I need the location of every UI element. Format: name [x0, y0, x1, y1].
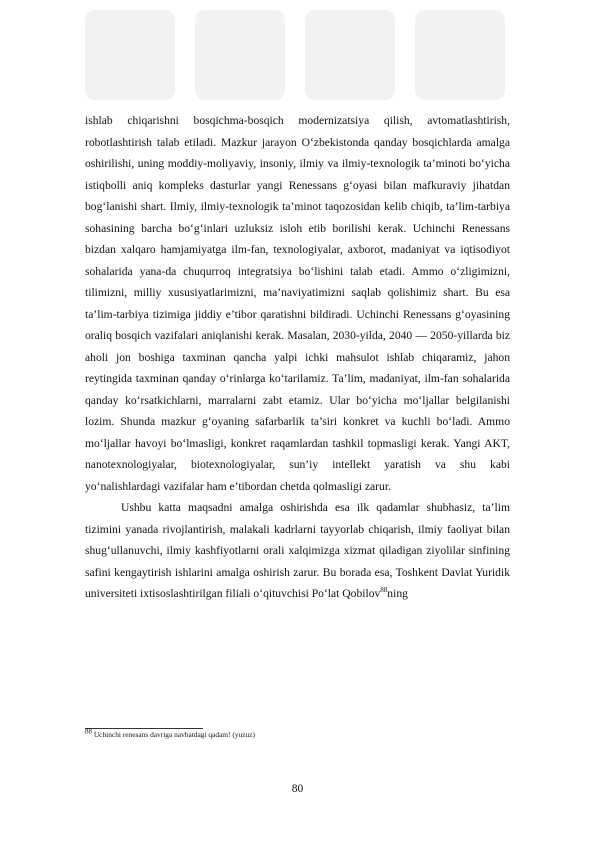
paragraph-2: [85, 497, 510, 605]
footnote-ref[interactable]: 88: [380, 586, 388, 595]
paragraph-2-tail: ning: [387, 587, 408, 600]
page-number: 80: [291, 783, 304, 795]
footnote-text: Uchinchi renesans davriga navbatdagi qadam! (yuzuz): [92, 730, 255, 739]
footnote-number: 88: [85, 727, 92, 736]
paragraph-1: ishlab chiqarishni bosqichma-bosqich modernizatsiya qilish, avtomatlashtirish, robotlashtirish talab etiladi. Mazkur jarayon O‘zbekistonda qanday bosqichlarda amalga oshirilishi, uning moddiy-moliyaviy, insoniy, ilmiy va ilmiy-texnologik ta’minoti bo‘yicha istiqbolli aniq kompleks dasturlar yangi Renessans g‘oyasi bilan mafkuraviy jihatdan bog‘lanishi shart. Ilmiy, ilmiy-texnologik ta’minot taqozosidan kelib chiqib, ta’lim-tarbiya sohasining barcha bo‘g‘inlari uzluksiz isloh etib borilishi kerak. Uchinchi Renessans bizdan xalqaro hamjamiyatga ilm-fan, texnologiyalar, axborot, madaniyat va iqtisodiyot sohalarida yana-da chuqurroq integratsiya bo‘lishini talab etadi. Ammo o‘zligimizni, tilimizni, milliy xususiyatlarimizni, ma’naviyatimizni saqlab qolishimiz shart. Bu esa ta’lim-tarbiya tizimiga jiddiy e’tibor qaratishni bildiradi. Uchinchi Renessans g‘oyasining oraliq bosqich vazifalari aniqlanishi kerak. Masalan, 2030-yilda, 2040 — 2050-yillarda biz aholi jon boshiga taxminan qancha yalpi ichki mahsulot ishlab chiqaramiz, jahon reytingida taxminan qanday o‘rinlarga ko‘tarilamiz. Ta’lim, madaniyat, ilm-fan sohalarida qanday ko‘rsatkichlarni, marralarni zabt etamiz. Ular bo‘yicha mo‘ljallar belgilanishi lozim. Shunda mazkur g‘oyaning safarbarlik ta’siri konkret va kuchli bo‘ladi. Ammo mo‘ljallar havoyi bo‘lmasligi, konkret raqamlardan tashkil topmasligi kerak. Yangi AKT, nanotexnologiyalar, biotexnologiyalar, sun’iy intellekt yaratish va shu kabi yo‘nalishlardagi vazifalar ham e’tibordan chetda qolmasligi zarur.: [85, 114, 510, 493]
body-text: [85, 110, 510, 605]
footnote: [85, 727, 510, 740]
footnote-divider: [85, 728, 203, 729]
paragraph-2-text: Ushbu katta maqsadni amalga oshirishda esa ilk qadamlar shubhasiz, ta’lim tizimini yanada rivojlantirish, malakali kadrlarni tayyorlab chiqarish, ilmiy faoliyat bilan shug‘ullanuvchi, ilmiy kashfiyotlarni orali xalqimizga xizmat qiladigan ziyolilar sinfining safini kengaytirish ishlarini amalga oshirish zarur. Bu borada esa, Toshkent Davlat Yuridik universiteti ixtisoslashtirilgan filiali o‘qituvchisi Po‘lat Qobilov: [85, 501, 510, 600]
